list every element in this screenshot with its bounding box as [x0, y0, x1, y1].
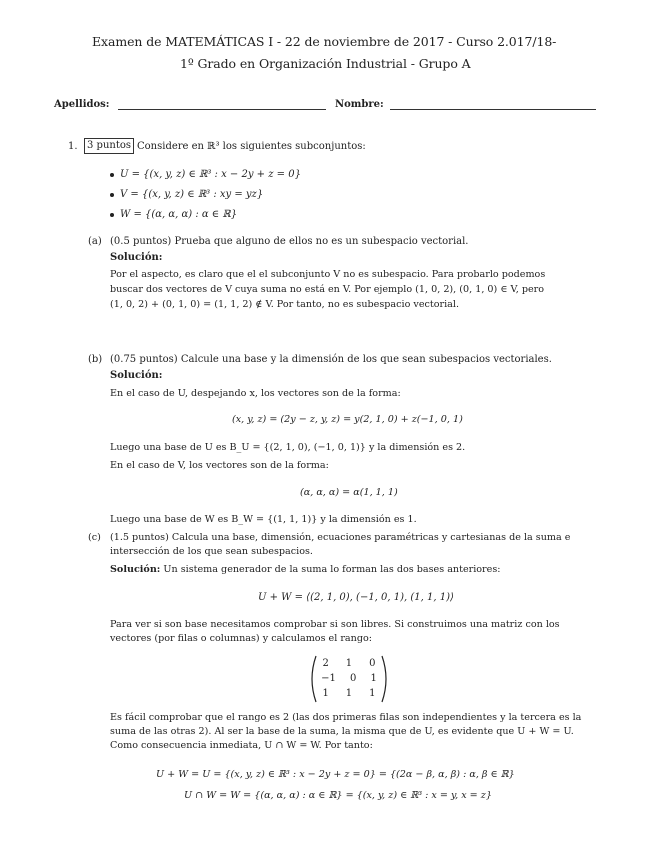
apellidos-label: Apellidos: — [54, 99, 110, 110]
part-b-line-2: Luego una base de U es B_U = {(2, 1, 0), (−1, 0, 1)} y la dimensión es 2. — [110, 442, 466, 453]
rank-matrix — [308, 654, 390, 704]
part-a-line-1: Por el aspecto, es claro que el el subconjunto V no es subespacio. Para probarlo podemos — [110, 269, 546, 280]
nombre-line[interactable] — [390, 109, 596, 110]
part-b-label: (b) — [88, 354, 103, 365]
part-a-line-2: buscar dos vectores de V cuya suma no está en V. Por ejemplo (1, 0, 2), (0, 1, 0) ∈ V, pero — [110, 284, 545, 295]
part-c-line-1: Para ver si son base necesitamos comprobar si son libres. Si construimos una matriz con los — [110, 619, 560, 630]
bullet-icon — [110, 213, 114, 217]
part-b-equation-2: (α, α, α) = α(1, 1, 1) — [300, 487, 398, 498]
part-b-statement: (0.75 puntos) Calcule una base y la dimensión de los que sean subespacios vectoriales. — [110, 354, 552, 365]
part-c-solution-line: Solución: Un sistema generador de la suma lo forman las dos bases anteriores: — [110, 564, 501, 575]
part-c-line-5: Como consecuencia inmediata, U ∩ W = W. Por tanto: — [110, 740, 373, 751]
part-b-equation-1: (x, y, z) = (2y − z, y, z) = y(2, 1, 0) + z(−1, 0, 1) — [232, 414, 463, 425]
set-w: W = {(α, α, α) : α ∈ ℝ} — [110, 210, 237, 220]
part-c-line-2: vectores (por filas o columnas) y calculamos el rango: — [110, 633, 372, 644]
part-a-statement: (0.5 puntos) Prueba que alguno de ellos no es un subespacio vectorial. — [110, 236, 469, 247]
question-intro: Considere en ℝ³ los siguientes subconjuntos: — [137, 141, 366, 152]
part-c-statement-2: intersección de los que sean subespacios. — [110, 546, 313, 557]
part-b-line-4: Luego una base de W es B_W = {(1, 1, 1)} y la dimensión es 1. — [110, 514, 417, 525]
matrix-row: 2 1 0 — [322, 658, 376, 669]
exam-subtitle: 1º Grado en Organización Industrial - Grupo A — [180, 56, 471, 71]
part-a-label: (a) — [88, 236, 102, 247]
part-c-final-intersection: U ∩ W = W = {(α, α, α) : α ∈ ℝ} = {(x, y, z) ∈ ℝ³ : x = y, x = z} — [184, 790, 492, 801]
part-c-final-sum: U + W = U = {(x, y, z) ∈ ℝ³ : x − 2y + z = 0} = {(2α − β, α, β) : α, β ∈ ℝ} — [156, 769, 515, 780]
part-c-line-3: Es fácil comprobar que el rango es 2 (las dos primeras filas son independientes y la tercera es la — [110, 712, 582, 723]
part-a-solution-label: Solución: — [110, 252, 163, 263]
part-c-label: (c) — [88, 532, 101, 543]
exam-title: Examen de MATEMÁTICAS I - 22 de noviembre de 2017 - Curso 2.017/18- — [92, 34, 557, 49]
matrix-row: 1 1 1 — [322, 688, 376, 699]
part-b-line-3: En el caso de V, los vectores son de la forma: — [110, 460, 329, 471]
question-number: 1. — [68, 141, 78, 152]
set-v: V = {(x, y, z) ∈ ℝ³ : xy = yz} — [110, 190, 263, 200]
part-b-line-1: En el caso de U, despejando x, los vectores son de la forma: — [110, 388, 401, 399]
set-u: U = {(x, y, z) ∈ ℝ³ : x − 2y + z = 0} — [110, 170, 301, 180]
matrix-row: −1 0 1 — [321, 673, 377, 684]
bullet-icon — [110, 173, 114, 177]
nombre-label: Nombre: — [335, 99, 384, 110]
apellidos-line[interactable] — [118, 109, 326, 110]
part-c-sum-equation: U + W = ⟨(2, 1, 0), (−1, 0, 1), (1, 1, 1)⟩ — [258, 592, 454, 603]
points-box: 3 puntos — [84, 138, 134, 154]
part-c-statement-1: (1.5 puntos) Calcula una base, dimensión, ecuaciones paramétricas y cartesianas de la suma e — [110, 532, 571, 543]
bullet-icon — [110, 193, 114, 197]
part-a-line-3: (1, 0, 2) + (0, 1, 0) = (1, 1, 2) ∉ V. Por tanto, no es subespacio vectorial. — [110, 299, 459, 310]
part-c-line-4: suma de las otras 2). Al ser la base de la suma, la misma que de U, es evidente que U + W = U. — [110, 726, 574, 737]
part-b-solution-label: Solución: — [110, 370, 163, 381]
